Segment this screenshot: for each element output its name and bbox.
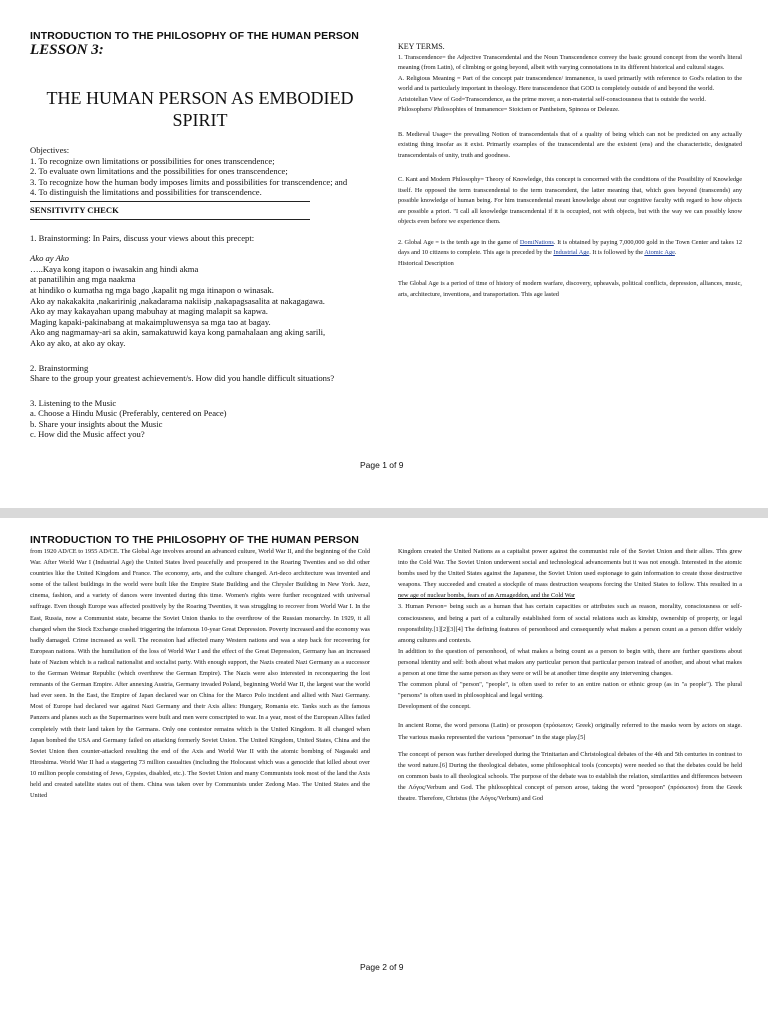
poem-title: Ako ay Ako xyxy=(30,253,69,264)
objectives xyxy=(30,145,370,198)
paragraph: Kingdom created the United Nations as a capitalist power against the communist rule of the Soviet Union and their allies. This grew into the Cold War. The Soviet Union underwent social and technological advancements but it was not enough. Interested in the atomic bombs used by the United States against the Japanese, the Soviet Union used espionage to gain information to create those destructive weapons. They succeeded and created a stockpile of mass destruction weapons forcing the United States to follow. This resulted in a new age of nuclear bombs, fears of an Armageddon, and the Cold War xyxy=(398,548,742,600)
poem-line: at hindiko o kumatha ng mga bago ,kapalit ng mga itinapon o winasak. xyxy=(30,284,274,295)
listening-section xyxy=(30,398,370,440)
paragraph: C. Kant and Modern Philosophy= Theory of Knowledge, this concept is concerned with the conditions of the Possibility of Knowledge itself. He opposed the term transcendental to the term transcendent, the latter meaning that, which goes beyond (transcends) any possible knowledge of human being. For him transcendental meant knowledge about our cognitive faculty with regard to how objects are possible a priori. "I call all knowledge transcendental if it is occupied, not with objects, but with the way we can possibly know objects even before we experience them. xyxy=(398,176,742,226)
list-item: c. How did the Music affect you? xyxy=(30,429,145,440)
poem-line: at panatilihin ang mga naakma xyxy=(30,274,136,285)
left-column xyxy=(30,534,370,801)
paragraph: Aristotelian View of God=Transcendence, as the prime mover, a non-material self-consciousness that is outside the world. xyxy=(398,95,706,103)
brainstorm-2-title: 2. Brainstorming xyxy=(30,362,89,373)
brainstorm-1: 1. Brainstorming: In Pairs, discuss your views about this precept: xyxy=(30,232,255,243)
paragraph: In addition to the question of personhood, of what makes a being count as a person to begin with, there are further questions about personal identity and self: both about what makes any particular person that particular person instead of another, and about what makes a person at one time the same person as they were or will be at another time despite any intervening changes. xyxy=(398,647,742,678)
paragraph: from 1920 AD/CE to 1955 AD/CE. The Global Age involves around an advanced culture, World War II, and the beginning of the Cold War. After World War I (Industrial Age) the United States lived peacefully and prospered in the Roaring Twenties and so did other countries like the United Kingdom and France. The economy, arts, and the culture changed. Art-deco architecture was invented and some of the tallest buildings in the world were built like the Empire State Building and the Chrysler Building in New York. Jazz, cinema, fashion, and a variety of dances were invented during this time. Women's rights were further recognized with universal suffrage. Even though Europe was affected positively by the Roaring Twenties, it was struggling to recover from World War I. In the East, Russia, now a Communist state, became the Soviet Union thanks to the overthrow of the Russian monarchy. In 1929, it all changed when the Stock Exchange crashed triggering the infamous 10-year Great Depression. Poverty increased and the economy was badly damaged. Crime increased as well. The recession had affected many Western nations and was a step back for recovering for European nations. With the humiliation of the loss of World War I and the effect of the Great Depression, Germany has an increased hate of Nazism which is a radical nationalist and socialist party. With enough support, the Nazis created Nazi Germany as a successor to the German Weimar Republic (which overthrew the German Empire). The Nazis were also interested in reconquering the lost remnants of the German Empire. After annexing Austria, Germany invaded Poland, beginning World War II, the largest war the world had ever seen. In the East, the Empire of Japan declared war on China for the Marco Polo incident and allied with Nazi Germany. Most of Europe had declared war against Nazi Germany and their Axis allies: Hungary, Romania etc. Tanks such as the famous Panzers and planes such as the Supermarines were built and men were conscripted to war. In a year, most of the European Allies failed completely with their land taken by the Germans. Only one contestor remains which is the United Kingdom. It all changed when Japan bombed the USA and Germany failed on attacking formerly Soviet Union. The United Kingdom, United States, China and the Soviet Union then counter-attacked resulting the end of the Axis and World War II with the atomic bombing of Nagasaki and Hiroshima. World War II had a staggering 73 million casualties (including the Holocaust which was a genocide that killed about over 10 million people consisting of Jews, Gypsies, disabled, etc.). The Soviet Union and many Communists took most of the land the Axis held and created satellite states out of them. China was taken over by Communists under Zedong Mao. The United States and the United xyxy=(30,548,370,800)
subheading: Development of the concept. xyxy=(398,703,471,711)
poem-line: Ako ay may kakayahan upang mabuhay at maging malapit sa kapwa. xyxy=(30,306,268,317)
paragraph: In ancient Rome, the word persona (Latin) or prosopon (πρόσωπον; Greek) originally referred to the masks worn by actors on stage. The various masks represented the various "personae" in the stage play.[5] xyxy=(398,722,742,741)
objective-item: 4. To distinguish the limitations and possibilities for transcendence. xyxy=(30,187,262,198)
page-number: Page 2 of 9 xyxy=(360,962,404,972)
paragraph: B. Medieval Usage= the prevailing Notion of transcendentals that of a quality of being which can not be predicted on any actually existing thing insofar as it exist. Primarily examples of the transcendental are the existent (ens) and the characteristic, designated transcendentals of unity, truth and goodness. xyxy=(398,130,742,159)
poem-line: Ako ang nagmamay-ari sa akin, samakatuwid kaya kong pamahalaan ang aking sarili, xyxy=(30,327,326,338)
poem-line: Ako ay nakakakita ,nakaririnig ,nakadarama nakiisip ,nakapagsasalita at nakagagawa. xyxy=(30,295,325,306)
page-title: THE HUMAN PERSON AS EMBODIED SPIRIT xyxy=(46,88,354,130)
key-terms-heading: KEY TERMS. xyxy=(398,42,445,51)
objective-item: 2. To evaluate own limitations and the possibilities for ones transcendence; xyxy=(30,166,288,177)
paragraph: The concept of person was further developed during the Trinitarian and Christological debates of the 4th and 5th centuries in contrast to the word nature.[6] During the theological debates, some philosophical tools (concepts) were needed so that the debates could be held on common basis to all theological schools. The purpose of the debate was to establish the relation, similarities and differences between the Λóγος/Verbum and God. The philosophical concept of person arose, taking the word "prosopon" (πρόσωπον) from the Greek theatre. Therefore, Christus (the Λóγος/Verbum) and God xyxy=(398,750,742,802)
paragraph: 3. Human Person= being such as a human that has certain capacities or attributes such as reason, morality, consciousness or self-consciousness, and being a part of a culturally established form of social relations such as kinship, ownership of property, or legal responsibility.[1][2][3][4] The defining features of personhood and consequently what makes a person count as a person differ widely among cultures and contexts. xyxy=(398,603,742,644)
poem xyxy=(30,264,370,349)
paragraph: The Global Age is a period of time of history of modern warfare, discovery, upheavals, political conflicts, depression, alliances, music, arts, architecture, inventions, and transportation. This age lasted xyxy=(398,280,742,298)
paragraph: The common plural of "person", "people", is often used to refer to an entire nation or ethnic group (as in "a people"). The plural "persons" is often used in philosophical and legal writing. xyxy=(398,681,742,700)
running-header: INTRODUCTION TO THE PHILOSOPHY OF THE HUMAN PERSON xyxy=(30,534,359,546)
paragraph: A. Religious Meaning = Part of the concept pair transcendence/ immanence, is used primarily with reference to God's relation to the world and is particularly important in theology. Here transcendence that GOD is completely outside of and beyond the world. xyxy=(398,74,742,93)
divider xyxy=(30,219,310,220)
list-item: 3. Listening to the Music xyxy=(30,397,117,408)
divider xyxy=(30,201,310,202)
list-item: b. Share your insights about the Music xyxy=(30,418,163,429)
list-item: a. Choose a Hindu Music (Preferably, centered on Peace) xyxy=(30,408,227,419)
objective-item: 3. To recognize how the human body imposes limits and possibilities for transcendence; and xyxy=(30,176,348,187)
objectives-label: Objectives: xyxy=(30,145,70,155)
poem-line: Ako ay ako, at ako ay okay. xyxy=(30,337,126,348)
paragraph: 2. Global Age = is the tenth age in the game of DomiNations. It is obtained by paying 7,000,000 gold in the Town Center and takes 12 days and 10 citizens to complete. This age is preceded by the Industrial Age. It is followed by the Atomic Age. xyxy=(398,238,742,257)
paragraph: Philosophers/ Philosophies of Immanence= Stoicism or Pantheism, Spinoza or Deleuze. xyxy=(398,106,620,114)
poem-line: Maging kapaki-pakinabang at makaimpluwensya sa mga tao at bagay. xyxy=(30,316,271,327)
brainstorm-2-text: Share to the group your greatest achievement/s. How did you handle difficult situations? xyxy=(30,373,335,384)
left-column xyxy=(30,30,370,440)
lesson-label: LESSON 3: xyxy=(30,42,104,58)
right-column xyxy=(398,546,742,804)
subheading: Historical Description xyxy=(398,259,454,267)
page-number: Page 1 of 9 xyxy=(360,460,404,470)
right-column xyxy=(398,42,742,300)
running-header: INTRODUCTION TO THE PHILOSOPHY OF THE HUMAN PERSON xyxy=(30,30,359,42)
link-nuclear-age[interactable]: new age of nuclear bombs, fears of an Armageddon, and the Cold War xyxy=(398,592,576,600)
paragraph: 1. Transcendence= the Adjective Transcendental and the Noun Transcendence convey the basic ground concept from the word's literal meaning (from Latin), of climbing or going beyond, albeit with varying connotations in its different historical and cultural stages. xyxy=(398,53,742,72)
objective-item: 1. To recognize own limitations or possibilities for ones transcendence; xyxy=(30,155,275,166)
section-heading: SENSITIVITY CHECK xyxy=(30,204,119,215)
poem-line: …..Kaya kong itapon o iwasakin ang hindi akma xyxy=(30,263,199,274)
link-atomic-age[interactable]: Atomic Age xyxy=(644,249,675,257)
document-page-2 xyxy=(0,518,768,1024)
link-industrial-age[interactable]: Industrial Age xyxy=(553,249,590,257)
link-dominations[interactable]: DomiNations xyxy=(519,238,554,246)
document-page-1 xyxy=(0,0,768,508)
